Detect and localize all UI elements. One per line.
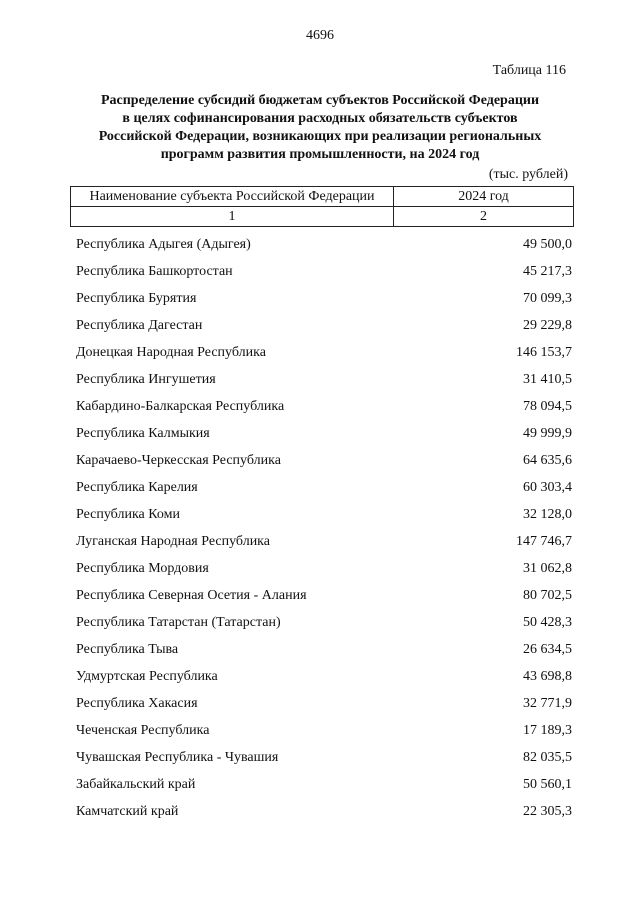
- table-row: [76, 501, 572, 528]
- table-row: [76, 609, 572, 636]
- table-row: [76, 528, 572, 555]
- region-name: Республика Татарстан (Татарстан): [76, 614, 281, 630]
- region-name: Республика Башкортостан: [76, 263, 233, 279]
- table-row: [76, 312, 572, 339]
- subsidy-amount: 32 128,0: [523, 506, 572, 522]
- subsidy-amount: 70 099,3: [523, 290, 572, 306]
- table-row: [76, 636, 572, 663]
- subsidy-amount: 50 428,3: [523, 614, 572, 630]
- region-name: Камчатский край: [76, 803, 179, 819]
- table-row: [76, 582, 572, 609]
- subsidy-amount: 31 062,8: [523, 560, 572, 576]
- region-name: Республика Коми: [76, 506, 180, 522]
- table-row: [76, 798, 572, 825]
- table-label: Таблица 116: [492, 63, 566, 78]
- column-number-2: 2: [394, 207, 574, 227]
- table-row: [76, 231, 572, 258]
- region-name: Республика Калмыкия: [76, 425, 210, 441]
- subsidy-amount: 49 999,9: [523, 425, 572, 441]
- subsidy-amount: 17 189,3: [523, 722, 572, 738]
- table-header: [70, 186, 574, 227]
- region-name: Республика Карелия: [76, 479, 198, 495]
- region-name: Чеченская Республика: [76, 722, 210, 738]
- table-row: [76, 366, 572, 393]
- title-line: Российской Федерации, возникающих при реализации региональных: [98, 129, 542, 144]
- table-row: [76, 663, 572, 690]
- region-name: Кабардино-Балкарская Республика: [76, 398, 285, 414]
- table-body: [76, 231, 572, 825]
- page-number: 4696: [306, 28, 334, 43]
- table-row: [76, 474, 572, 501]
- subsidy-amount: 80 702,5: [523, 587, 572, 603]
- table-row: [76, 258, 572, 285]
- units-label: (тыс. рублей): [488, 167, 568, 182]
- column-header-year: 2024 год: [394, 187, 574, 207]
- subsidy-amount: 31 410,5: [523, 371, 572, 387]
- title-line: Распределение субсидий бюджетам субъектов Российской Федерации: [100, 93, 540, 108]
- subsidy-amount: 43 698,8: [523, 668, 572, 684]
- table-row: [76, 447, 572, 474]
- table-row: [76, 339, 572, 366]
- region-name: Удмуртская Республика: [76, 668, 218, 684]
- region-name: Республика Ингушетия: [76, 371, 216, 387]
- document-title: [70, 92, 570, 164]
- region-name: Республика Тыва: [76, 641, 179, 657]
- subsidy-amount: 22 305,3: [523, 803, 572, 819]
- subsidy-amount: 29 229,8: [523, 317, 572, 333]
- table-row: [76, 690, 572, 717]
- region-name: Луганская Народная Республика: [76, 533, 270, 549]
- region-name: Республика Дагестан: [76, 317, 203, 333]
- subsidy-amount: 50 560,1: [523, 776, 572, 792]
- title-line: в целях софинансирования расходных обязательств субъектов: [122, 111, 518, 126]
- table-row: [76, 771, 572, 798]
- subsidy-amount: 32 771,9: [523, 695, 572, 711]
- table-row: [76, 744, 572, 771]
- subsidy-amount: 82 035,5: [523, 749, 572, 765]
- subsidy-amount: 49 500,0: [523, 236, 572, 252]
- subsidy-amount: 26 634,5: [523, 641, 572, 657]
- title-line: программ развития промышленности, на 2024 год: [160, 147, 480, 162]
- subsidy-amount: 45 217,3: [523, 263, 572, 279]
- column-header-region: Наименование субъекта Российской Федерации: [71, 187, 394, 207]
- column-number-1: 1: [71, 207, 394, 227]
- region-name: Донецкая Народная Республика: [76, 344, 266, 360]
- table-row: [76, 555, 572, 582]
- subsidy-amount: 64 635,6: [523, 452, 572, 468]
- region-name: Республика Северная Осетия - Алания: [76, 587, 307, 603]
- subsidy-amount: 60 303,4: [523, 479, 572, 495]
- table-row: [76, 393, 572, 420]
- subsidy-amount: 147 746,7: [516, 533, 572, 549]
- region-name: Карачаево-Черкесская Республика: [76, 452, 281, 468]
- region-name: Забайкальский край: [76, 776, 196, 792]
- region-name: Республика Мордовия: [76, 560, 209, 576]
- table-row: [76, 420, 572, 447]
- region-name: Республика Адыгея (Адыгея): [76, 236, 251, 252]
- table-row: [76, 285, 572, 312]
- subsidy-amount: 78 094,5: [523, 398, 572, 414]
- region-name: Республика Хакасия: [76, 695, 198, 711]
- region-name: Республика Бурятия: [76, 290, 197, 306]
- subsidy-amount: 146 153,7: [516, 344, 572, 360]
- region-name: Чувашская Республика - Чувашия: [76, 749, 279, 765]
- table-row: [76, 717, 572, 744]
